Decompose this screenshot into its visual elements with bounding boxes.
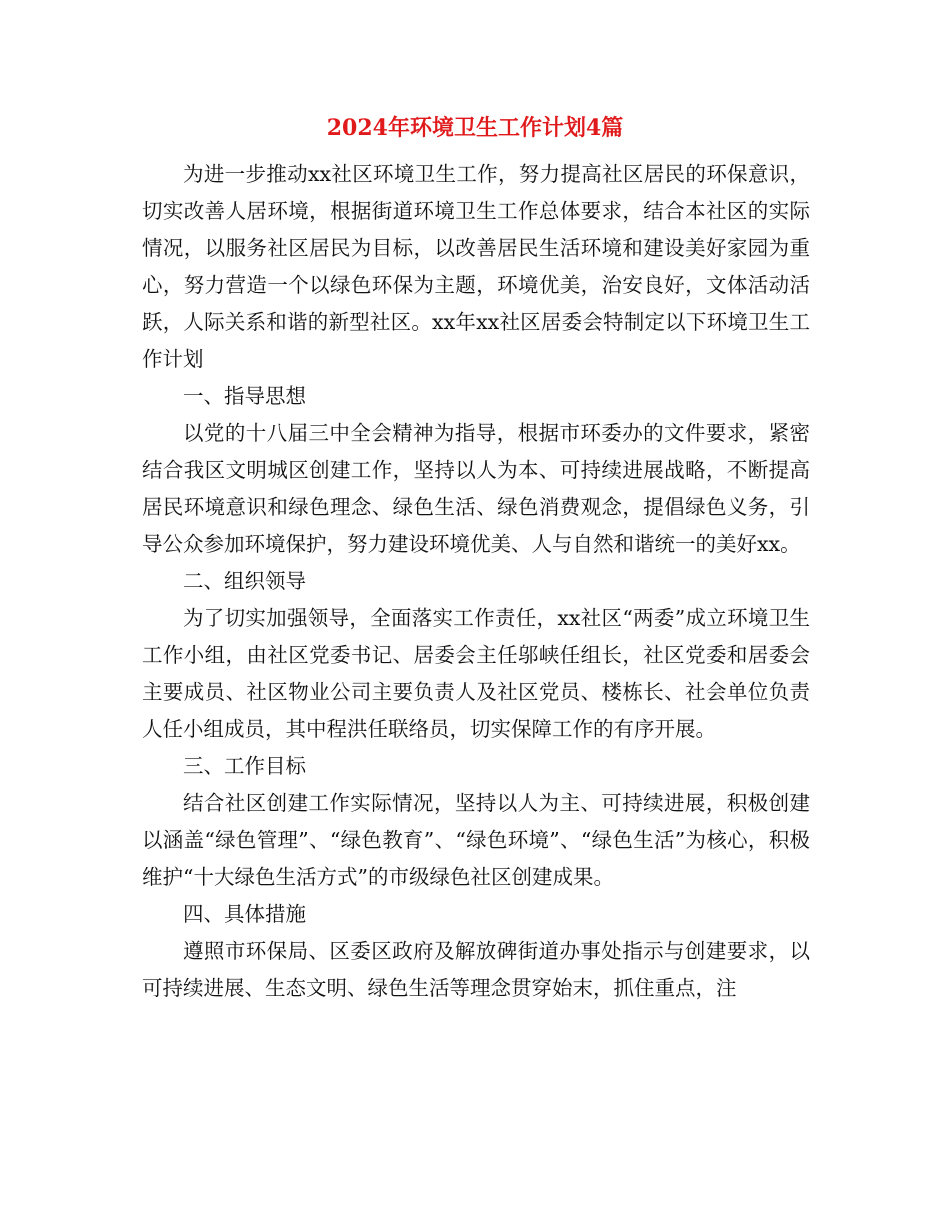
- section-heading-measures: 四、具体措施: [183, 902, 306, 926]
- guiding-ideology-paragraph: 以党的十八届三中全会精神为指导，根据市环委办的文件要求，紧密结合我区文明城区创建工作，坚持以人为本、可持续进展战略，不断提高居民环境意识和绿色理念、绿色生活、绿色消费观念，提倡绿色义务，引导公众参加环境保护，努力建设环境优美、人与自然和谐统一的美好xx。: [142, 421, 810, 556]
- document-title: 2024年环境卫生工作计划4篇: [326, 115, 624, 141]
- section-heading-organization: 二、组织领导: [183, 569, 306, 593]
- document-body: [142, 156, 810, 1007]
- measures-paragraph: 遵照市环保局、区委区政府及解放碑街道办事处指示与创建要求，以可持续进展、生态文明、绿色生活等理念贯穿始末，抓住重点，注: [142, 939, 810, 1000]
- work-goals-paragraph: 结合社区创建工作实际情况，坚持以人为主、可持续进展，积极创建以涵盖“绿色管理”、“绿色教育”、“绿色环境”、“绿色生活”为核心，积极维护“十大绿色生活方式”的市级绿色社区创建成果。: [142, 791, 810, 889]
- section-heading-work-goals: 三、工作目标: [183, 754, 306, 778]
- organization-paragraph: 为了切实加强领导，全面落实工作责任，xx社区“两委”成立环境卫生工作小组，由社区党委书记、居委会主任邬峡任组长，社区党委和居委会主要成员、社区物业公司主要负责人及社区党员、楼栋长、社会单位负责人任小组成员，其中程洪任联络员，切实保障工作的有序开展。: [142, 606, 810, 741]
- intro-paragraph: 为进一步推动xx社区环境卫生工作，努力提高社区居民的环保意识，切实改善人居环境，根据街道环境卫生工作总体要求，结合本社区的实际情况，以服务社区居民为目标，以改善居民生活环境和建设美好家园为重心，努力营造一个以绿色环保为主题，环境优美，治安良好，文体活动活跃，人际关系和谐的新型社区。xx年xx社区居委会特制定以下环境卫生工作计划: [142, 162, 810, 371]
- section-heading-guiding-ideology: 一、指导思想: [183, 384, 306, 408]
